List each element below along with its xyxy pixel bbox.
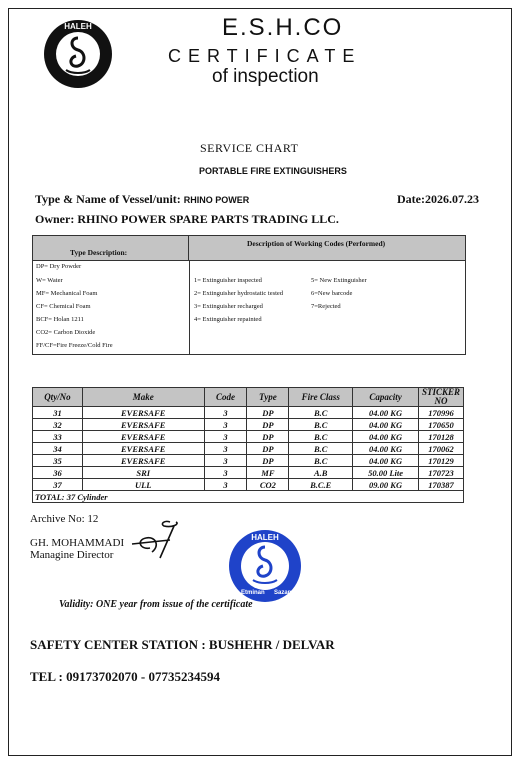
validity-note: Validity: ONE year from issue of the certificate [59,599,253,610]
sticker-cell: 170996 [418,407,463,419]
code-item: 7=Rejected [311,303,341,310]
sticker-cell: 170650 [418,419,463,431]
type-item: W= Water [36,277,63,284]
section-subtitle: PORTABLE FIRE EXTINGUISHERS [199,166,347,176]
code-item: 3= Extinguisher recharged [194,303,263,310]
capacity-cell: 50.00 Lite [353,467,419,479]
service-chart-title: SERVICE CHART [200,141,299,155]
make-cell: EVERSAFE [82,443,204,455]
table-row [33,467,464,479]
type-item: DP= Dry Powder [36,263,82,270]
vessel-line [35,192,249,207]
svg-text:HALEH: HALEH [64,22,92,31]
capacity-cell: 04.00 KG [353,431,419,443]
make-cell: SRI [82,467,204,479]
code-item: 4= Extinguisher repainted [194,316,262,323]
table-body [33,407,464,491]
vessel-value: RHINO POWER [183,195,250,205]
sticker-cell: 170129 [418,455,463,467]
certificate-subtitle: of inspection [212,66,319,87]
certificate-title: CERTIFICATE [168,46,362,66]
type-item: MF= Mechanical Foam [36,290,98,297]
qty-cell: 35 [33,455,83,467]
type-item: CO2= Carbon Dioxide [36,329,96,336]
make-cell: EVERSAFE [82,407,204,419]
code-cell: 3 [204,479,247,491]
description-box [32,235,466,355]
extinguisher-table [32,387,464,503]
header-qty: Qty/No [33,388,83,407]
type-cell: DP [247,443,289,455]
column-divider [189,260,190,354]
fire-class-cell: B.C.E [289,479,353,491]
sticker-cell: 170128 [418,431,463,443]
vessel-label: Type & Name of Vessel/unit: [35,192,181,206]
table-row [33,479,464,491]
archive-number: Archive No: 12 [30,513,99,525]
code-item: 6=New barcode [311,290,353,297]
qty-cell: 33 [33,431,83,443]
code-item: 5= New Extinguisher [311,277,367,284]
fire-class-cell: B.C [289,431,353,443]
qty-cell: 36 [33,467,83,479]
type-cell: DP [247,455,289,467]
svg-text:HALEH: HALEH [251,533,279,542]
signatory-title: Managine Director [30,549,114,561]
header-code: Code [204,388,247,407]
type-cell: DP [247,407,289,419]
phone-line: TEL : 09173702070 - 07735234594 [30,669,220,684]
qty-cell: 37 [33,479,83,491]
table-row [33,407,464,419]
capacity-cell: 04.00 KG [353,455,419,467]
type-cell: DP [247,419,289,431]
signatory-name: GH. MOHAMMADI [30,537,125,549]
svg-text:Etminan: Etminan [241,590,265,596]
capacity-cell: 04.00 KG [353,407,419,419]
type-item: CF= Chemical Foam [36,303,91,310]
make-cell: EVERSAFE [82,419,204,431]
working-codes-header: Description of Working Codes (Performed) [189,236,465,261]
owner-line: Owner: RHINO POWER SPARE PARTS TRADING LLC. [35,212,339,226]
sticker-cell: 170723 [418,467,463,479]
certificate-date: Date:2026.07.23 [397,192,479,206]
type-cell: DP [247,431,289,443]
code-cell: 3 [204,455,247,467]
make-cell: EVERSAFE [82,431,204,443]
table-header-row [33,388,464,407]
sticker-cell: 170387 [418,479,463,491]
table-row [33,419,464,431]
table-row [33,443,464,455]
fire-class-cell: B.C [289,419,353,431]
code-cell: 3 [204,407,247,419]
type-cell: CO2 [247,479,289,491]
qty-cell: 31 [33,407,83,419]
header-fire-class: Fire Class [289,388,353,407]
header-sticker: STICKER NO [418,388,463,407]
station-line: SAFETY CENTER STATION : BUSHEHR / DELVAR [30,637,335,652]
make-cell: ULL [82,479,204,491]
sticker-cell: 170062 [418,443,463,455]
total-row [33,491,464,503]
type-cell: MF [247,467,289,479]
fire-class-cell: B.C [289,407,353,419]
header-capacity: Capacity [353,388,419,407]
total-cell: TOTAL: 37 Cylinder [33,491,464,503]
capacity-cell: 09.00 KG [353,479,419,491]
code-item: 1= Extinguisher inspected [194,277,262,284]
fire-class-cell: B.C [289,443,353,455]
table-row [33,431,464,443]
type-description-header: Type Description: [33,236,189,261]
header-type: Type [247,388,289,407]
code-cell: 3 [204,419,247,431]
capacity-cell: 04.00 KG [353,419,419,431]
qty-cell: 34 [33,443,83,455]
header-make: Make [82,388,204,407]
code-cell: 3 [204,467,247,479]
company-name: E.S.H.CO [222,14,344,41]
type-item: FF/CF=Fire Freeze/Cold Fire [36,342,113,349]
qty-cell: 32 [33,419,83,431]
capacity-cell: 04.00 KG [353,443,419,455]
signature [130,518,194,562]
make-cell: EVERSAFE [82,455,204,467]
code-item: 2= Extinguisher hydrostatic tested [194,290,284,297]
svg-text:Sazan: Sazan [274,590,292,596]
code-cell: 3 [204,431,247,443]
type-item: BCF= Holan 1211 [36,316,84,323]
fire-class-cell: B.C [289,455,353,467]
table-row [33,455,464,467]
code-cell: 3 [204,443,247,455]
fire-class-cell: A.B [289,467,353,479]
company-logo [42,18,114,90]
